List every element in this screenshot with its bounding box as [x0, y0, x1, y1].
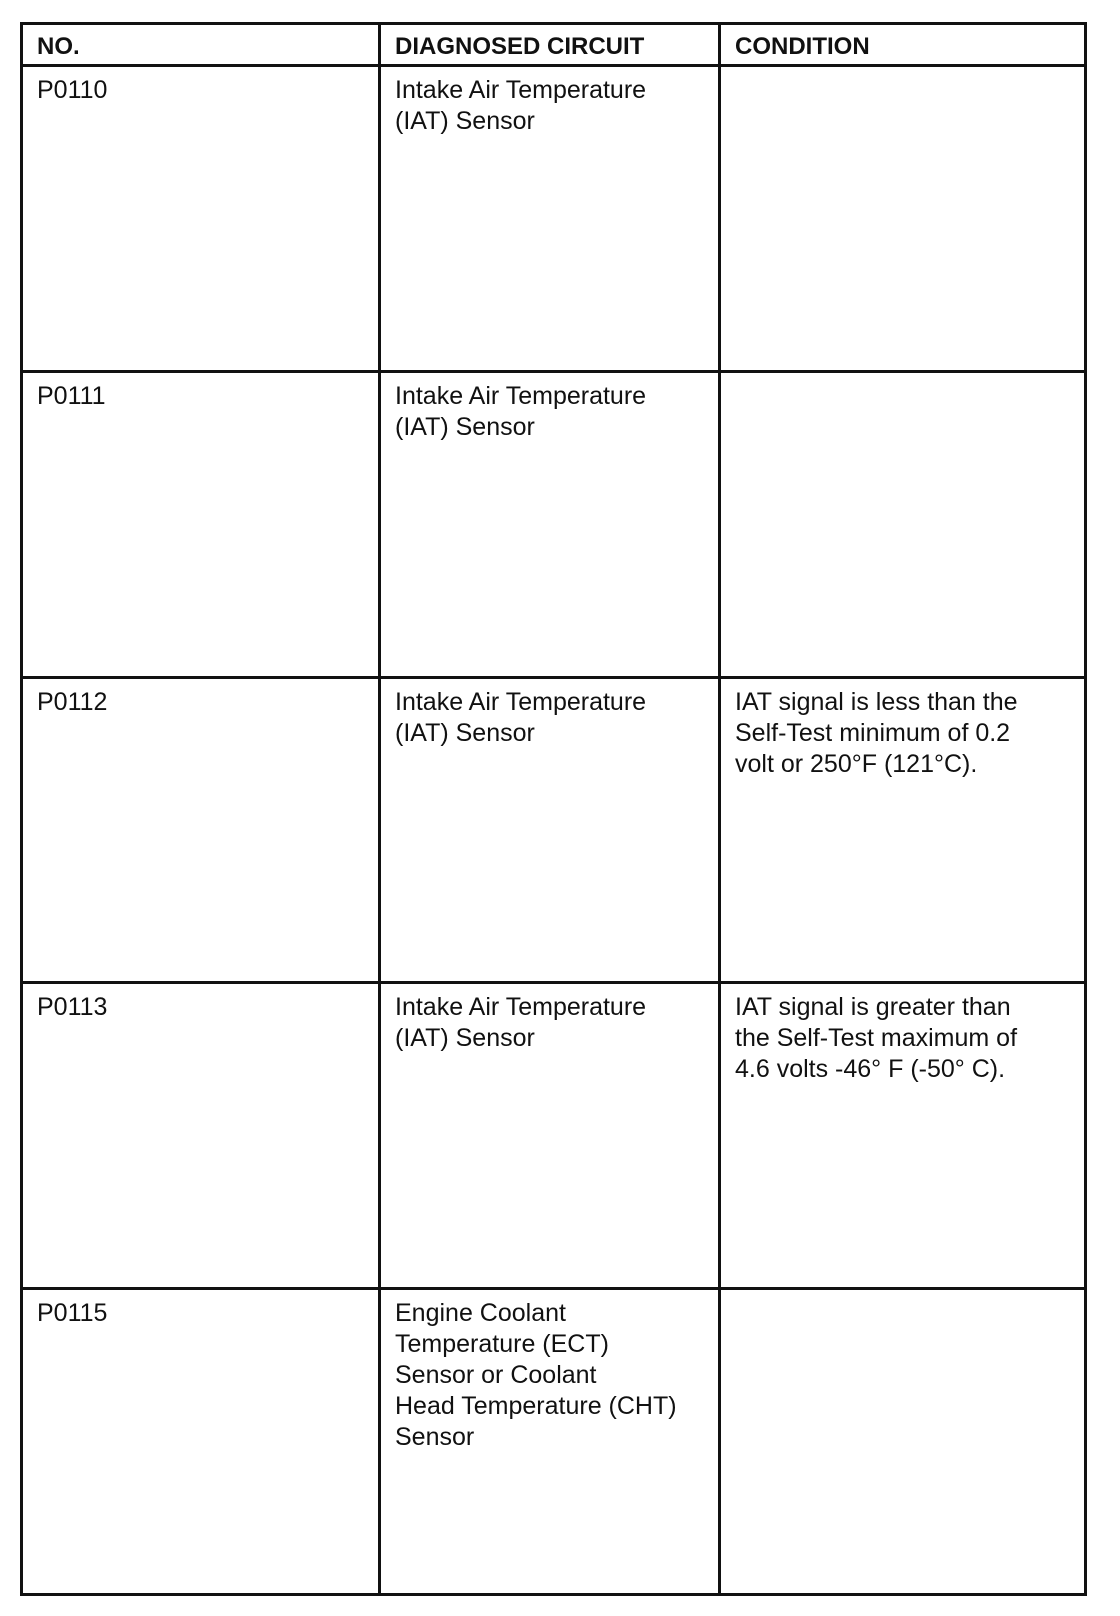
table-body: [22, 66, 1086, 1595]
table-row: [22, 983, 1086, 1289]
table-header: [22, 24, 1086, 66]
circuit-cell: Intake Air Temperature (IAT) Sensor: [380, 677, 720, 983]
condition-cell: IAT signal is less than the Self-Test minimum of 0.2 volt or 250°F (121°C).: [720, 677, 1086, 983]
code-cell: P0110: [22, 66, 380, 372]
header-condition: CONDITION: [720, 24, 1086, 66]
circuit-cell: Engine Coolant Temperature (ECT) Sensor or Coolant Head Temperature (CHT) Sensor: [380, 1289, 720, 1595]
table-row: [22, 66, 1086, 372]
code-cell: P0113: [22, 983, 380, 1289]
header-no: NO.: [22, 24, 380, 66]
circuit-cell: Intake Air Temperature (IAT) Sensor: [380, 66, 720, 372]
condition-cell: [720, 371, 1086, 677]
table-row: [22, 677, 1086, 983]
condition-cell: IAT signal is greater than the Self-Test maximum of 4.6 volts -46° F (-50° C).: [720, 983, 1086, 1289]
diagnostic-code-table: [20, 22, 1087, 1596]
header-row: [22, 24, 1086, 66]
code-cell: P0115: [22, 1289, 380, 1595]
condition-cell: [720, 1289, 1086, 1595]
table-row: [22, 371, 1086, 677]
code-cell: P0111: [22, 371, 380, 677]
table-row: [22, 1289, 1086, 1595]
condition-cell: [720, 66, 1086, 372]
circuit-cell: Intake Air Temperature (IAT) Sensor: [380, 983, 720, 1289]
circuit-cell: Intake Air Temperature (IAT) Sensor: [380, 371, 720, 677]
header-diagnosed-circuit: DIAGNOSED CIRCUIT: [380, 24, 720, 66]
code-cell: P0112: [22, 677, 380, 983]
